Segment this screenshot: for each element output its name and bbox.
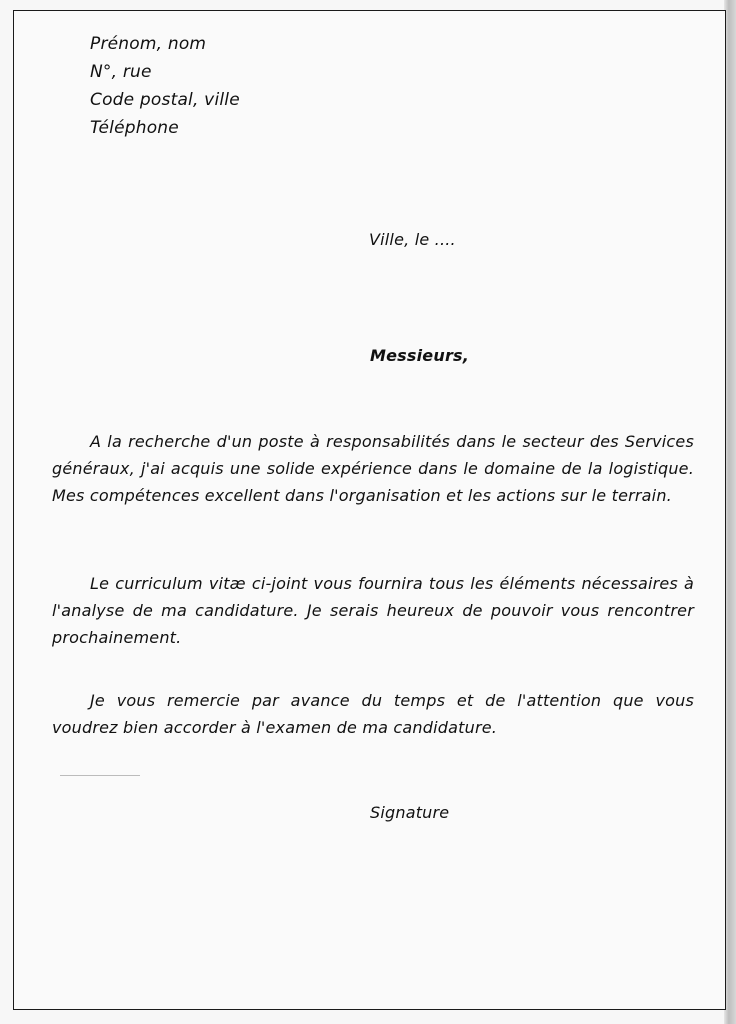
divider [60,775,140,776]
signature: Signature [370,803,450,822]
sender-phone: Téléphone [90,118,179,138]
sender-street: N°, rue [90,62,152,82]
salutation: Messieurs, [370,346,470,365]
date-line: Ville, le .... [369,230,456,249]
sender-name: Prénom, nom [90,34,207,54]
sender-address-block [90,30,240,142]
paragraph-1: A la recherche d'un poste à responsabilités dans le secteur des Services généraux, j'ai acquis une solide expérience dans le domaine de la logistique. Mes compétences excellent dans l'organisation et les actions sur le terrain. [52,432,694,505]
sender-city: Code postal, ville [90,90,240,110]
paragraph-2: Le curriculum vitæ ci-joint vous fournira tous les éléments nécessaires à l'analyse de ma candidature. Je serais heureux de pouvoir vous rencontrer prochainement. [52,574,694,647]
paragraph-3: Je vous remercie par avance du temps et de l'attention que vous voudrez bien accorder à l'examen de ma candidature. [52,691,694,737]
letter-frame [13,10,726,1010]
